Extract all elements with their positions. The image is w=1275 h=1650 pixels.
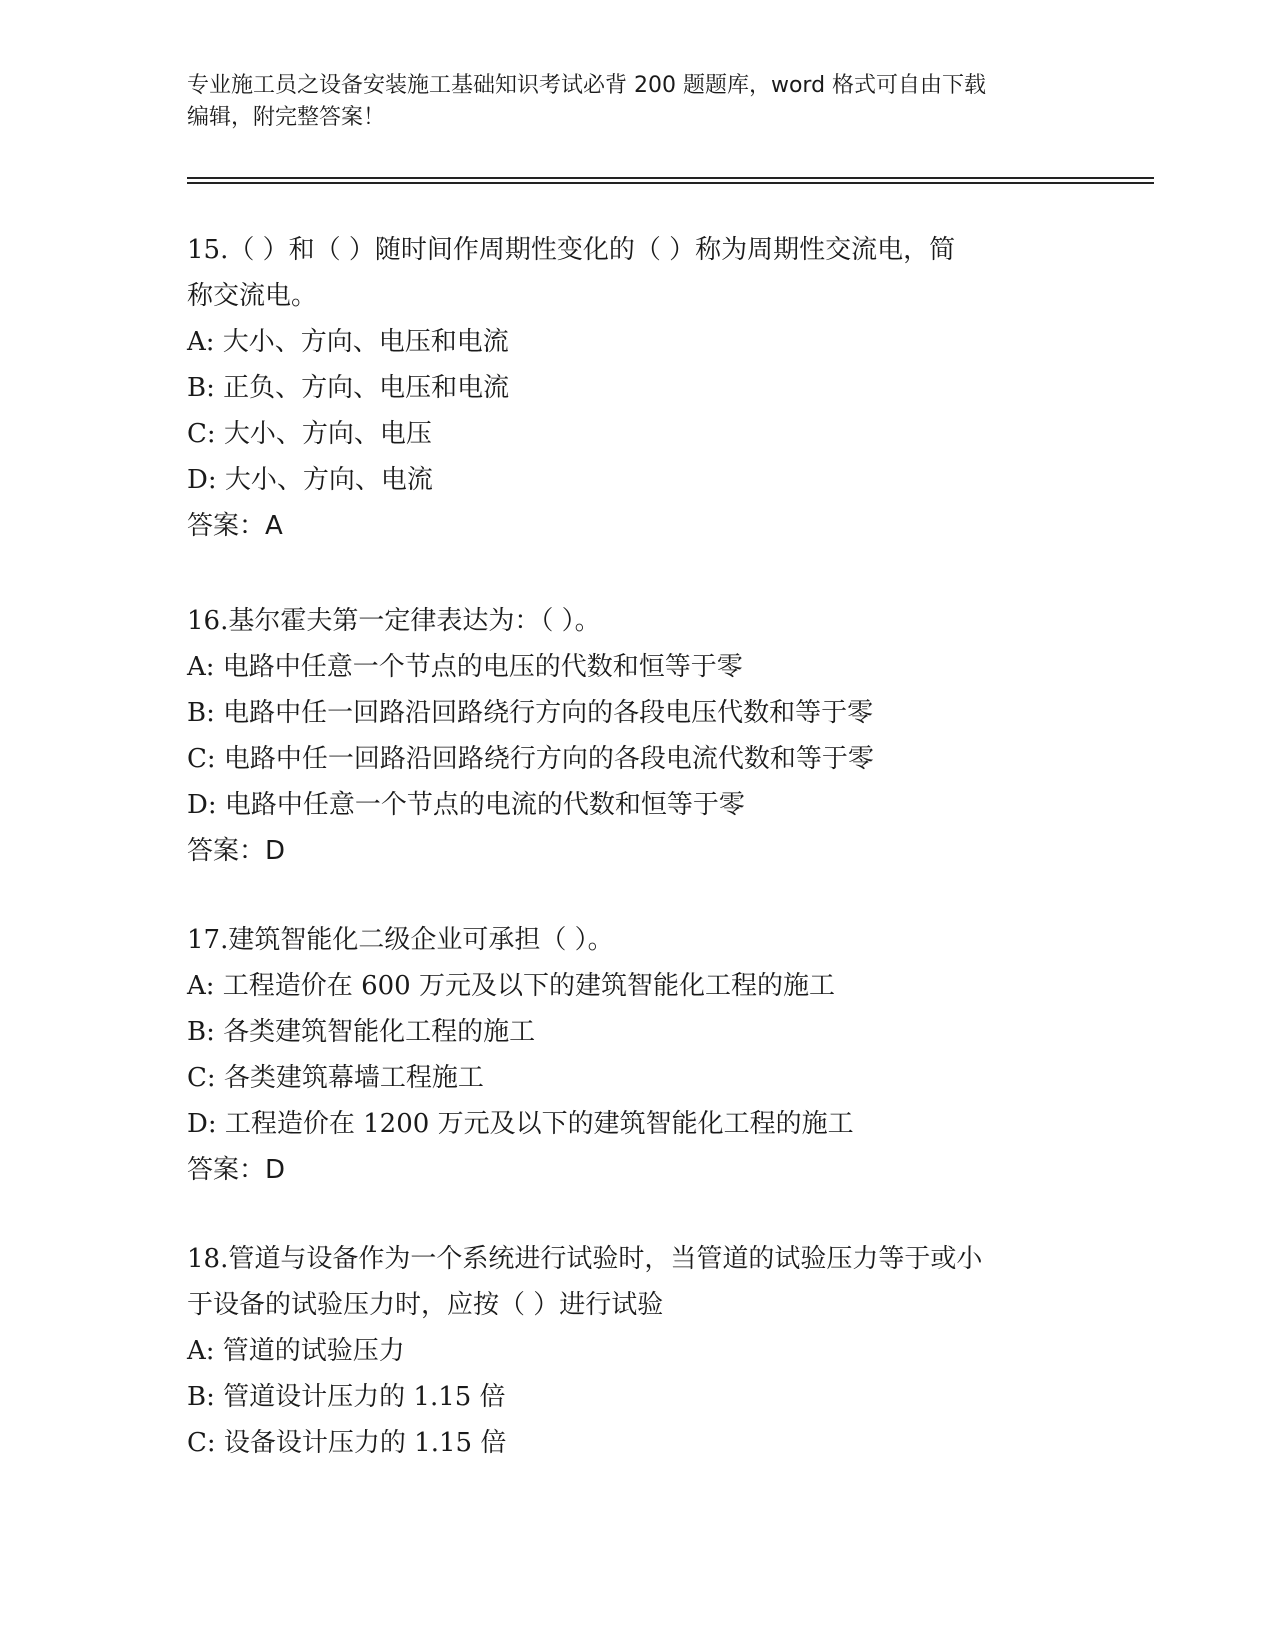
question-text: 18.管道与设备作为一个系统进行试验时，当管道的试验压力等于或小	[187, 1244, 983, 1274]
option-a: A: 电路中任意一个节点的电压的代数和恒等于零	[187, 652, 743, 682]
option-d: D: 大小、方向、电流	[187, 465, 433, 495]
option-c: C: 电路中任一回路沿回路绕行方向的各段电流代数和等于零	[187, 744, 874, 774]
answer: 答案：D	[187, 1155, 286, 1185]
header-line-1: 专业施工员之设备安装施工基础知识考试必背 200 题题库，word 格式可自由下载	[187, 73, 987, 98]
option-c: C: 大小、方向、电压	[187, 419, 432, 449]
question-text: 16.基尔霍夫第一定律表达为：（ ）。	[187, 606, 601, 636]
document-header	[187, 70, 1087, 134]
question-16	[187, 598, 1087, 874]
option-d: D: 工程造价在 1200 万元及以下的建筑智能化工程的施工	[187, 1109, 854, 1139]
header-line-2: 编辑，附完整答案！	[187, 105, 386, 130]
option-c: C: 各类建筑幕墙工程施工	[187, 1063, 484, 1093]
option-a: A: 工程造价在 600 万元及以下的建筑智能化工程的施工	[187, 971, 835, 1001]
option-a: A: 管道的试验压力	[187, 1336, 405, 1366]
answer: 答案：D	[187, 836, 286, 866]
option-d: D: 电路中任意一个节点的电流的代数和恒等于零	[187, 790, 745, 820]
option-b: B: 各类建筑智能化工程的施工	[187, 1017, 536, 1047]
question-text-cont: 称交流电。	[187, 281, 318, 311]
question-text-cont: 于设备的试验压力时，应按（ ）进行试验	[187, 1290, 664, 1320]
question-15	[187, 227, 1087, 549]
option-b: B: 电路中任一回路沿回路绕行方向的各段电压代数和等于零	[187, 698, 874, 728]
option-b: B: 管道设计压力的 1.15 倍	[187, 1382, 506, 1412]
question-17	[187, 917, 1087, 1193]
header-divider-bottom	[187, 182, 1154, 184]
option-c: C: 设备设计压力的 1.15 倍	[187, 1428, 507, 1458]
answer: 答案：A	[187, 511, 283, 541]
header-divider-top	[187, 177, 1154, 179]
option-b: B: 正负、方向、电压和电流	[187, 373, 510, 403]
question-text: 15.（ ）和（ ）随时间作周期性变化的（ ）称为周期性交流电，简	[187, 235, 956, 265]
question-text: 17.建筑智能化二级企业可承担（ ）。	[187, 925, 614, 955]
option-a: A: 大小、方向、电压和电流	[187, 327, 509, 357]
question-18	[187, 1236, 1087, 1466]
